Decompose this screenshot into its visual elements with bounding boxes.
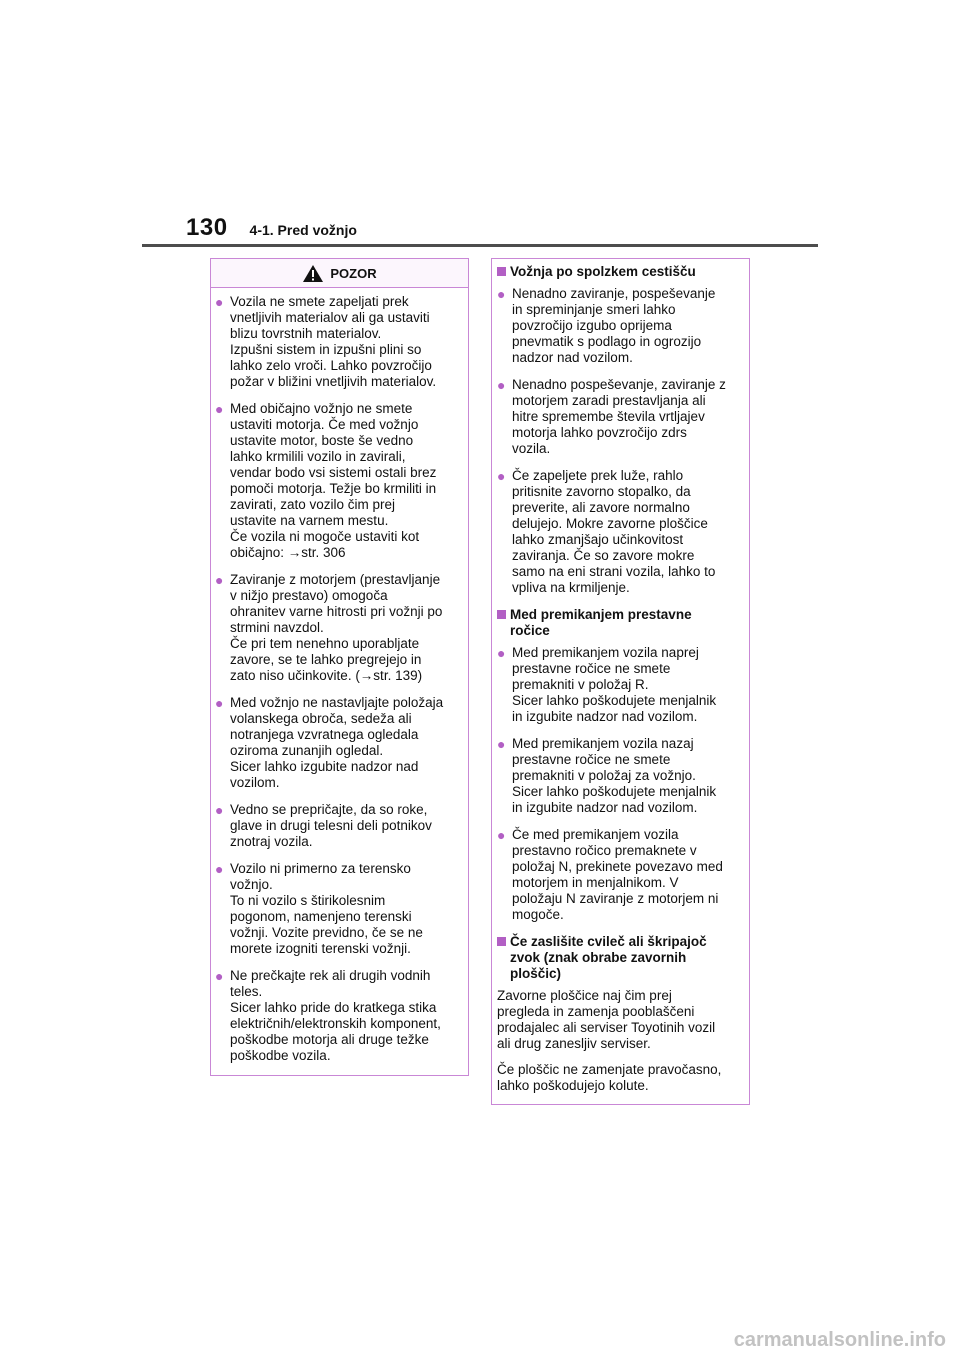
bullet-dot-icon: ●	[497, 468, 506, 484]
list-item	[497, 286, 743, 366]
bullet-dot-icon: ●	[215, 294, 224, 310]
list-item-text: Vozilo ni primerno za terensko vožnjo. To ni vozilo s štirikolesnim pogonom, namenjeno terenski vožnji. Vozite previdno, če se ne morete izogniti terenski vožnji.	[230, 861, 423, 956]
list-item-text: Vedno se prepričajte, da so roke, glave in drugi telesni deli potnikov znotraj vozila.	[230, 802, 432, 849]
bullet-dot-icon: ●	[497, 645, 506, 661]
list-item-text: Med vožnjo ne nastavljajte položaja volanskega obroča, sedeža ali notranjega vzvratnega ogledala oziroma zunanjih ogledal. Sicer lahko izgubite nadzor nad vozilom.	[230, 695, 444, 790]
warning-body	[211, 288, 468, 1064]
list-item	[215, 695, 462, 791]
list-item	[215, 861, 462, 957]
list-item-text: Če med premikanjem vozila prestavno ročico premaknete v položaj N, prekinete povezavo med motorjem in menjalnikom. V položaju N zaviranje z motorjem ni mogoče.	[512, 827, 723, 922]
list-item	[497, 827, 743, 923]
section-heading-text: Če zaslišite cvileč ali škripajoč zvok (znak obrabe zavornih ploščic)	[510, 934, 707, 981]
bullet-dot-icon: ●	[215, 861, 224, 877]
list-item	[215, 572, 462, 684]
paragraph: Zavorne ploščice naj čim prej pregleda in zamenja pooblaščeni prodajalec ali serviser Toyotinih vozil ali drug zanesljiv serviser.	[497, 988, 716, 1051]
watermark: carmanualsonline.info	[733, 1329, 946, 1351]
bullet-dot-icon: ●	[215, 802, 224, 818]
paragraph: Če ploščic ne zamenjate pravočasno, lahko poškodujejo kolute.	[497, 1062, 722, 1093]
bullet-dot-icon: ●	[497, 736, 506, 752]
list-item-text: Ne prečkajte rek ali drugih vodnih teles. Sicer lahko pride do kratkega stika električnih/elektronskih komponent, poškodbe motorja ali druge težke poškodbe vozila.	[230, 968, 441, 1063]
list-item	[215, 294, 462, 390]
section-heading-text: Med premikanjem prestavne ročice	[510, 607, 692, 638]
list-item	[497, 468, 743, 596]
bullet-dot-icon: ●	[215, 401, 224, 417]
list-item	[497, 736, 743, 816]
bullet-dot-icon: ●	[497, 377, 506, 393]
warning-triangle-icon	[302, 264, 324, 283]
warning-header	[211, 259, 468, 288]
bullet-dot-icon: ●	[215, 572, 224, 588]
header-rule	[142, 244, 818, 247]
list-item-text: Vozila ne smete zapeljati prek vnetljivih materialov ali ga ustaviti blizu tovrstnih materialov. Izpušni sistem in izpušni plini so lahko zelo vroči. Lahko povzročijo požar v bližini vnetljivih materialov.	[230, 294, 437, 389]
list-item	[215, 802, 462, 850]
list-item	[215, 401, 462, 561]
list-item-text: Nenadno zaviranje, pospeševanje in spreminjanje smeri lahko povzročijo izgubo oprijema pnevmatik s podlago in ogrozijo nadzor nad vozilom.	[512, 286, 716, 365]
section-heading	[497, 264, 743, 280]
list-item-text: Med premikanjem vozila nazaj prestavne ročice ne smete premakniti v položaj za vožnjo. Sicer lahko poškodujete menjalnik in izgubite nadzor nad vozilom.	[512, 736, 717, 815]
list-item	[497, 645, 743, 725]
info-box	[491, 258, 750, 1105]
square-bullet-icon	[497, 267, 510, 280]
page-header	[186, 214, 357, 242]
warning-label: POZOR	[330, 265, 377, 281]
bullet-dot-icon: ●	[497, 827, 506, 843]
bullet-dot-icon: ●	[497, 286, 506, 302]
list-item	[497, 377, 743, 457]
page-number: 130	[186, 214, 228, 241]
list-item-text: Zaviranje z motorjem (prestavljanje v nižjo prestavo) omogoča ohranitev varne hitrosti pri vožnji po strmini navzdol. Če pri tem nenehno uporabljate zavore, se te lahko pregrejejo in zato niso učinkovite. (→str. 139)	[230, 572, 443, 683]
square-bullet-icon	[497, 610, 510, 639]
list-item-text: Med premikanjem vozila naprej prestavne ročice ne smete premakniti v položaj R. Sicer lahko poškodujete menjalnik in izgubite nadzor nad vozilom.	[512, 645, 717, 724]
section-heading	[497, 934, 743, 982]
list-item-text: Nenadno pospeševanje, zaviranje z motorjem zaradi prestavljanja ali hitre spremembe števila vrtljajev motorja lahko povzročijo zdrs vozila.	[512, 377, 726, 456]
section-heading	[497, 607, 743, 639]
bullet-dot-icon: ●	[215, 968, 224, 984]
section-heading-text: Vožnja po spolzkem cestišču	[510, 264, 696, 279]
list-item-text: Če zapeljete prek luže, rahlo pritisnite zavorno stopalko, da preverite, ali zavore normalno delujejo. Mokre zavorne ploščice lahko zmanjšajo učinkovitost zaviranja. Če so zavore mokre samo na eni strani vozila, lahko to vpliva na krmiljenje.	[512, 468, 716, 595]
list-item-text: Med običajno vožnjo ne smete ustaviti motorja. Če med vožnjo ustavite motor, boste še vedno lahko krmilili vozilo in zavirali, vendar bodo vsi sistemi ostali brez pomoči motorja. Težje bo krmiliti in zavirati, zato vozilo čim prej ustavite na varnem mestu. Če vozila ni mogoče ustaviti kot običajno: →str. 306	[230, 401, 437, 560]
bullet-dot-icon: ●	[215, 695, 224, 711]
warning-box	[210, 258, 469, 1076]
square-bullet-icon	[497, 937, 510, 982]
list-item	[215, 968, 462, 1064]
section-title: 4-1. Pred vožnjo	[249, 222, 357, 238]
